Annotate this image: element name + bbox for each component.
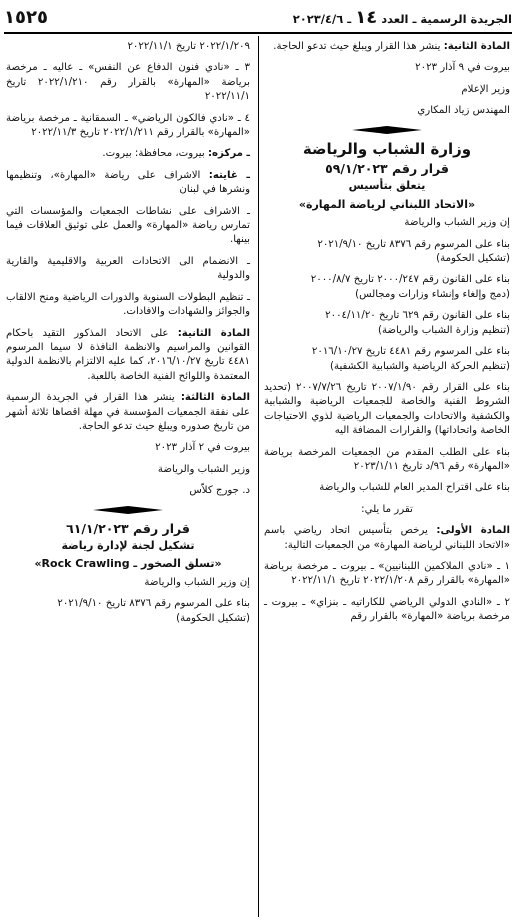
signing-date: بيروت في ٩ آذار ٢٠٢٣: [415, 62, 510, 74]
decision-entity: «تسلق الصخور ـ Rock Crawling»: [34, 557, 222, 571]
member-item: ٣ ـ «نادي فنون الدفاع عن النفس» ـ عاليه ـ مرخصة برياضة «المهارة» بالقرار رقم ٢٠٢٢/١/٢١٠ تاريخ ٢٠٢٢/١١/١: [6, 62, 250, 103]
minister-name: د. جورج كلاّس: [189, 485, 250, 497]
headquarters-line: ـ مركزه: بيروت، محافظة: بيروت.: [102, 148, 250, 160]
section-separator: [6, 506, 250, 514]
decision-subject: تشكيل لجنة لإدارة رياضة: [61, 538, 195, 552]
member-continuation: ٢٠٢٢/١/٢٠٩ تاريخ ٢٠٢٢/١١/١: [127, 41, 250, 52]
minister-title: وزير الشباب والرياضة: [157, 463, 250, 475]
gazette-title: [293, 7, 512, 28]
member-item: ١ ـ «نادي الملاكمين اللبنانيين» ـ بيروت ـ مرخصة برياضة «المهارة» بالقرار رقم ٢٠٢٢/١/٢٠٨ تاريخ ٢٠٢٢/١١/١: [264, 560, 510, 587]
minister-title: وزير الإعلام: [461, 83, 510, 95]
left-column: [6, 40, 250, 633]
right-column: [264, 40, 510, 632]
decision-title: قرار رقم ٦١/١/٢٠٢٣: [66, 520, 190, 536]
page-number: ١٥٢٥: [4, 6, 48, 28]
decision-title: قرار رقم ٥٩/١/٢٠٢٣: [325, 161, 449, 177]
header-rule: [4, 32, 512, 34]
recital-item: بناء على اقتراح المدير العام للشباب والرياضة: [319, 482, 510, 494]
member-item: ٤ ـ «نادي فالكون الرياضي» ـ السمقانية ـ مرخصة برياضة «المهارة» بالقرار رقم ٢٠٢٢/١/٢١١ تاريخ ٢٠٢٢/١١/٣: [6, 112, 250, 139]
issue-number: ١٤: [355, 6, 378, 28]
recital-item: بناء على المرسوم رقم ٨٣٧٦ تاريخ ٢٠٢١/٩/١٠ (تشكيل الحكومة): [317, 238, 510, 265]
recital-item: بناء على المرسوم رقم ٤٤٨١ تاريخ ٢٠١٦/١٠/٢٧ (تنظيم الحركة الرياضية والشبابية الكشفية): [311, 346, 510, 372]
recital-item: بناء على القانون رقم ٢٠٠٠/٢٤٧ تاريخ ٢٠٠٠/٨/٧ (دمج وإلغاء وإنشاء وزارات ومجالس): [310, 274, 510, 300]
intro-line: إن وزير الشباب والرياضة: [404, 217, 510, 229]
decision-entity: «الاتحاد اللبناني لرياضة المهارة»: [298, 197, 476, 211]
decides-line: تقرر ما يلي:: [361, 503, 413, 515]
aim-item: ـ تنظيم البطولات السنوية والدورات الرياضية ومنح الالقاب والجوائز والشهادات والافادات.: [6, 291, 250, 318]
intro-line: إن وزير الشباب والرياضة: [144, 576, 250, 588]
recital-item: بناء على المرسوم رقم ٨٣٧٦ تاريخ ٢٠٢١/٩/١٠ (تشكيل الحكومة): [57, 598, 250, 624]
article-two-paragraph: المادة الثانية: على الاتحاد المذكور التقيد باحكام القوانين والمراسيم والانظمة النافذة لا سيما المرسوم ٤٤٨١ تاريخ ٢٠١٦/١٠/٢٧، كما عليه الالتزام بالانظمة الدولية المعتمدة واللوائح الفنية الخاصة باللعبة.: [6, 327, 250, 382]
article-two-paragraph: المادة الثانية: ينشر هذا القرار ويبلغ حيث تدعو الحاجة.: [273, 41, 510, 52]
ministry-heading: وزارة الشباب والرياضة: [302, 139, 472, 158]
aim-line: ـ غايته: الاشراف على رياضة «المهارة»، وتنظيمها ونشرها في لبنان: [6, 169, 250, 196]
decision-subject: يتعلق بتأسيس: [348, 179, 426, 193]
article-one-paragraph: المادة الأولى: يرخص بتأسيس اتحاد رياضي باسم «الاتحاد اللبناني لرياضة المهارة» من الجمعيات التالية:: [264, 525, 510, 551]
minister-name: المهندس زياد المكاري: [417, 105, 510, 117]
column-divider: [258, 36, 259, 917]
recital-item: بناء على القرار رقم ٢٠٠٧/١/٩٠ تاريخ ٢٠٠٧/٧/٢٦ (تحديد الشروط الفنية والخاصة للجمعيات الرياضية والشبابية والكشفية والاتحادات والجمعيات الرياضية لذوي الاحتياجات الخاصة واتحاداتها) والقرارات المضافة اليه: [264, 381, 510, 437]
member-item: ٢ ـ «النادي الدولي الرياضي للكاراتيه ـ بنزاي» ـ بيروت ـ مرخصة برياضة «المهارة» بالقرار رقم: [264, 596, 510, 623]
recital-item: بناء على القانون رقم ٦٢٩ تاريخ ٢٠٠٤/١١/٢٠ (تنظيم وزارة الشباب والرياضة): [325, 310, 510, 336]
aim-item: ـ الانضمام الى الاتحادات العربية والاقليمية والقارية والدولية: [6, 255, 250, 282]
gazette-name: الجريدة الرسمية ـ العدد: [381, 11, 512, 26]
issue-date: ـ ٢٠٢٣/٤/٦: [292, 11, 352, 26]
signing-date: بيروت في ٢ آذار ٢٠٢٣: [155, 442, 250, 454]
recitals-list: [264, 238, 510, 496]
recital-item: بناء على الطلب المقدم من الجمعيات المرخصة برياضة «المهارة» رقم ٩٦/د تاريخ ٢٠٢٣/١/١١: [264, 446, 510, 472]
section-separator: [264, 126, 510, 134]
aim-item: ـ الاشراف على نشاطات الجمعيات والمؤسسات التي تمارس رياضة «المهارة» والعمل على توثيق العلاقات فيما بينها.: [6, 205, 250, 246]
page-header: [4, 4, 512, 30]
article-three-paragraph: المادة الثالثة: ينشر هذا القرار في الجريدة الرسمية على نفقة الجمعيات المؤسسة في مهلة اقصاها ثلاثة أشهر من تاريخ صدوره ويبلغ حيث تدعو الحاجة.: [6, 392, 250, 432]
